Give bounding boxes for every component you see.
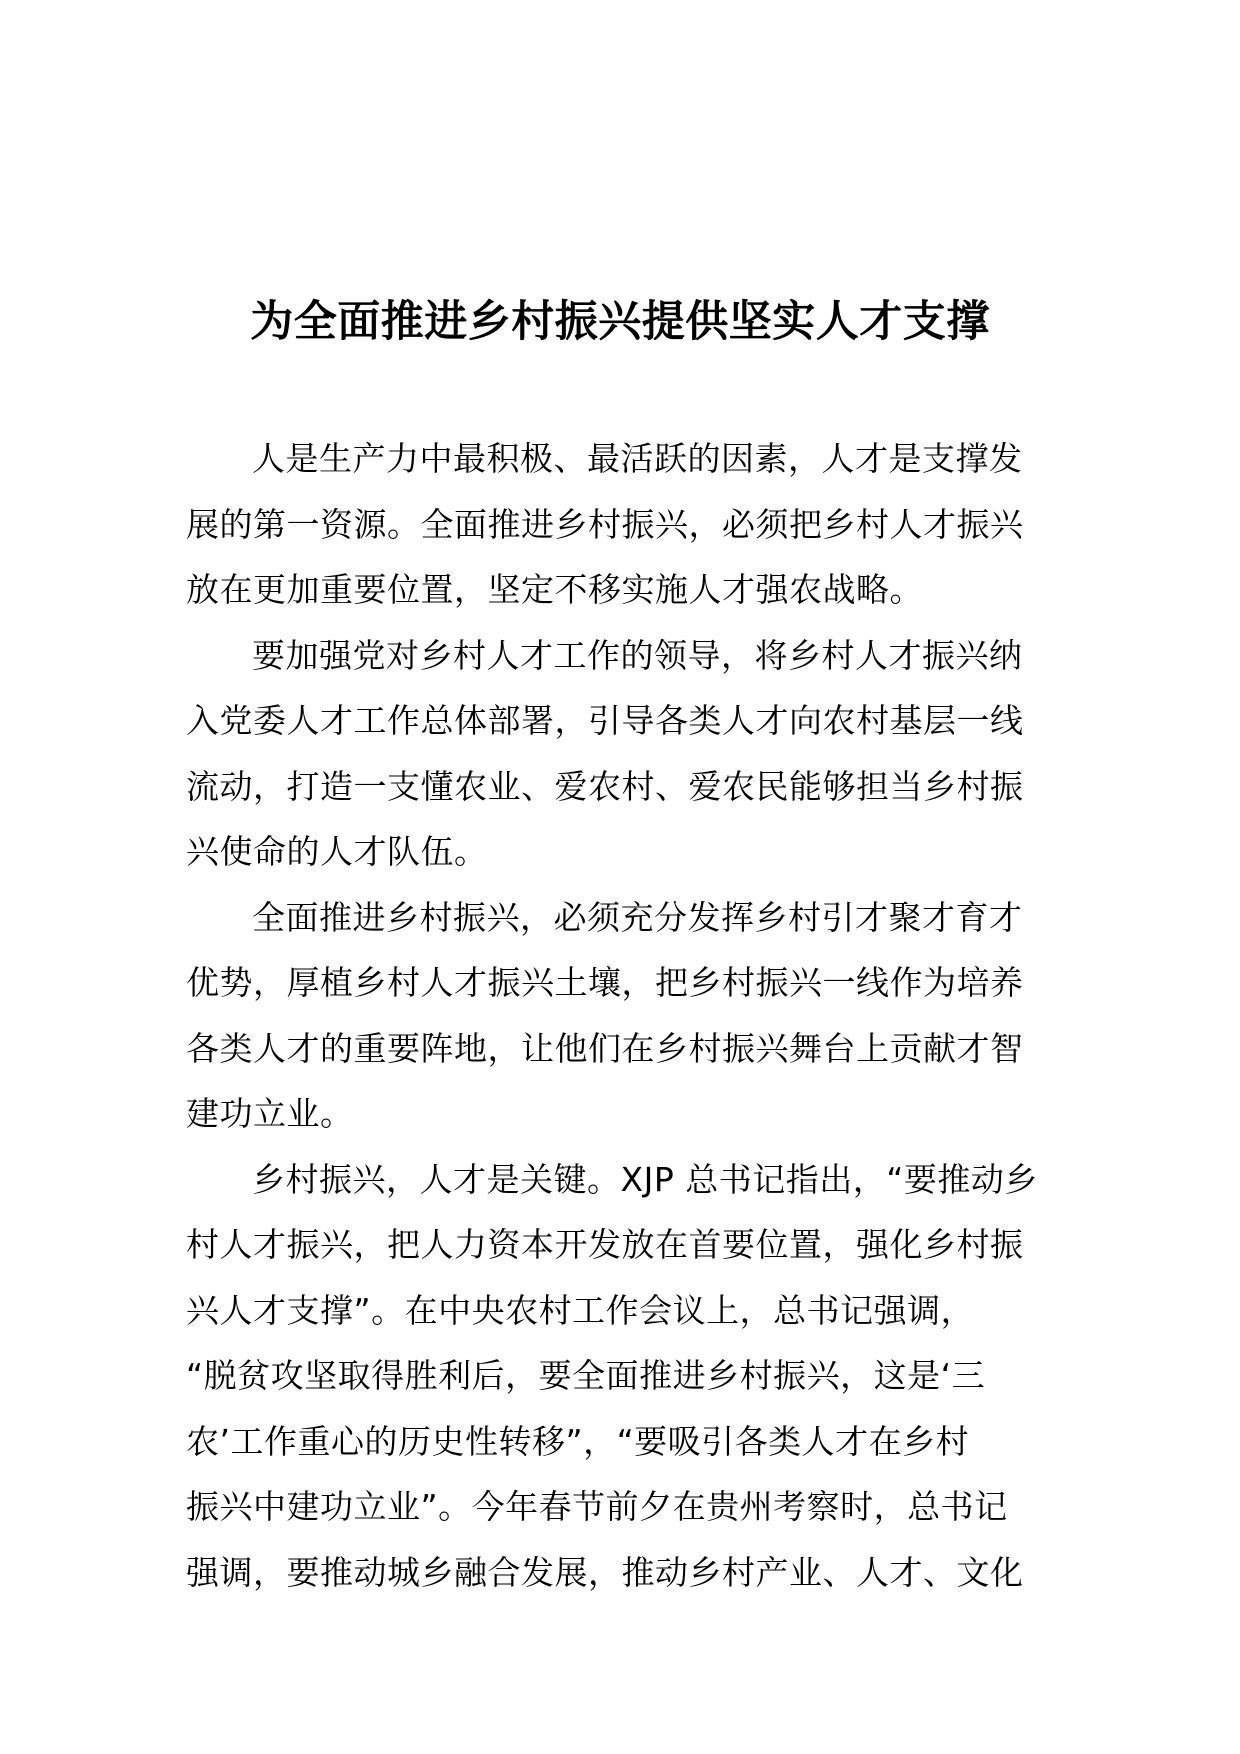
paragraph-1: 人是生产力中最积极、最活跃的因素，人才是支撑发 展的第一资源。全面推进乡村振兴，必须把乡村人才振兴 放在更加重要位置，坚定不移实施人才强农战略。 [186,439,1024,609]
paragraph-2: 要加强党对乡村人才工作的领导，将乡村人才振兴纳 入党委人才工作总体部署，引导各类人才向农村基层一线 流动，打造一支懂农业、爱农村、爱农民能够担当乡村振 兴使命的人才队伍。 [186,635,1024,871]
paragraph-3: 全面推进乡村振兴，必须充分发挥乡村引才聚才育才 优势，厚植乡村人才振兴土壤，把乡村振兴一线作为培养 各类人才的重要阵地，让他们在乡村振兴舞台上贡献才智 建功立业。 [186,897,1024,1133]
paragraph-4: 乡村振兴，人才是关键。XJP 总书记指出，“要推动乡 村人才振兴，把人力资本开发放在首要位置，强化乡村振 兴人才支撑”。在中央农村工作会议上，总书记强调， “脱贫攻坚取得胜利后，要全面推进乡村振兴，这是‘三 农’工作重心的历史性转移”，“要吸引各类人才在乡村 振兴中建功立业”。今年春节前夕在贵州考察时，总书记 强调，要推动城乡融合发展，推动乡村产业、人才、文化 [186,1159,1038,1592]
document-body [186,426,1052,1605]
document-title: 为全面推进乡村振兴提供坚实人才支撑 [250,297,990,347]
